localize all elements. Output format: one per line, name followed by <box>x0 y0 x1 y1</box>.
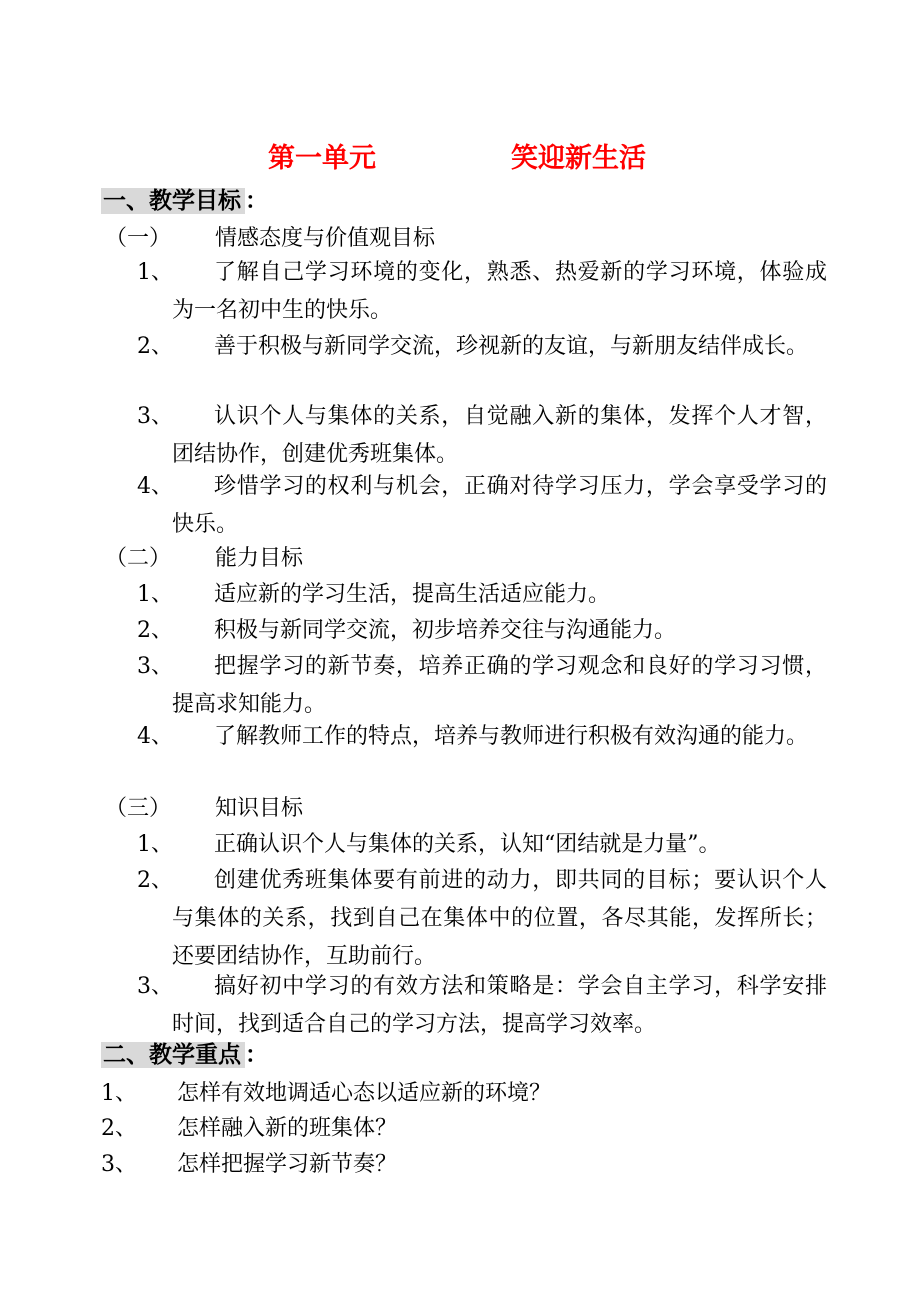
list-item <box>137 718 827 756</box>
list-item-number: 1、 <box>137 582 173 607</box>
list-item-text: 了解自己学习环境的变化，熟悉、热爱新的学习环境，体验成为一名初中生的快乐。 <box>172 260 827 323</box>
list-item-number: 2、 <box>137 618 173 643</box>
list-item-text: 搞好初中学习的有效方法和策略是：学会自主学习，科学安排时间，找到适合自己的学习方法，提高学习效率。 <box>172 974 827 1037</box>
list-item-number: 3、 <box>137 404 173 429</box>
list-item-text: 创建优秀班集体要有前进的动力，即共同的目标；要认识个人与集体的关系，找到自己在集体中的位置，各尽其能，发挥所长；还要团结协作，互助前行。 <box>172 868 827 969</box>
subsection-title: 情感态度与价值观目标 <box>215 226 436 251</box>
list-item-text: 善于积极与新同学交流，珍视新的友谊，与新朋友结伴成长。 <box>214 334 809 359</box>
section-heading-colon: ： <box>245 188 268 214</box>
list-item-number: 2、 <box>101 1116 137 1141</box>
list-item <box>137 826 827 864</box>
list-item-number: 3、 <box>137 974 173 999</box>
list-item <box>137 254 827 330</box>
list-item-number: 3、 <box>137 654 173 679</box>
subsection-title: 能力目标 <box>215 546 304 571</box>
subsection-heading <box>105 224 435 254</box>
list-item-text: 积极与新同学交流，初步培养交往与沟通能力。 <box>214 618 677 643</box>
list-item <box>137 468 827 544</box>
subsection-label: （二） <box>105 546 172 571</box>
unit-title-number: 第一单元 <box>268 143 376 174</box>
list-item <box>137 576 827 614</box>
subsection-heading <box>105 544 303 574</box>
section-heading-label: 二、教学重点 <box>101 1042 245 1068</box>
list-item <box>137 328 827 366</box>
list-item-number: 4、 <box>137 724 173 749</box>
list-item <box>101 1110 397 1148</box>
list-item-text: 适应新的学习生活，提高生活适应能力。 <box>214 582 611 607</box>
list-item <box>137 862 827 976</box>
list-item-number: 1、 <box>137 832 173 857</box>
subsection-label: （三） <box>105 796 172 821</box>
list-item-text: 怎样把握学习新节奏？ <box>177 1152 398 1177</box>
list-item-number: 2、 <box>137 868 173 893</box>
subsection-title: 知识目标 <box>215 796 304 821</box>
list-item <box>137 968 827 1044</box>
list-item-number: 1、 <box>137 260 173 285</box>
list-item-number: 1、 <box>101 1081 137 1106</box>
unit-title <box>0 136 920 176</box>
list-item <box>137 398 827 474</box>
list-item-number: 3、 <box>101 1152 137 1177</box>
section-heading-key-points <box>101 1038 268 1072</box>
list-item <box>101 1075 551 1113</box>
section-heading-colon: ： <box>245 1042 268 1068</box>
list-item-text: 了解教师工作的特点，培养与教师进行积极有效沟通的能力。 <box>214 724 809 749</box>
list-item-text: 把握学习的新节奏，培养正确的学习观念和良好的学习习惯，提高求知能力。 <box>172 654 827 717</box>
subsection-heading <box>105 794 303 824</box>
list-item-text: 正确认识个人与集体的关系，认知“团结就是力量”。 <box>214 832 721 857</box>
list-item-text: 怎样融入新的班集体？ <box>177 1116 398 1141</box>
subsection-label: （一） <box>105 226 172 251</box>
list-item <box>137 648 827 724</box>
unit-title-name: 笑迎新生活 <box>511 143 646 174</box>
section-heading-label: 一、教学目标 <box>101 188 245 214</box>
list-item-text: 珍惜学习的权利与机会，正确对待学习压力，学会享受学习的快乐。 <box>172 474 827 537</box>
list-item-text: 认识个人与集体的关系，自觉融入新的集体，发挥个人才智，团结协作，创建优秀班集体。 <box>172 404 827 467</box>
list-item-text: 怎样有效地调适心态以适应新的环境？ <box>177 1081 552 1106</box>
list-item-number: 2、 <box>137 334 173 359</box>
section-heading-teaching-goals <box>101 184 268 218</box>
list-item-number: 4、 <box>137 474 173 499</box>
list-item <box>101 1146 397 1184</box>
list-item <box>137 612 827 650</box>
